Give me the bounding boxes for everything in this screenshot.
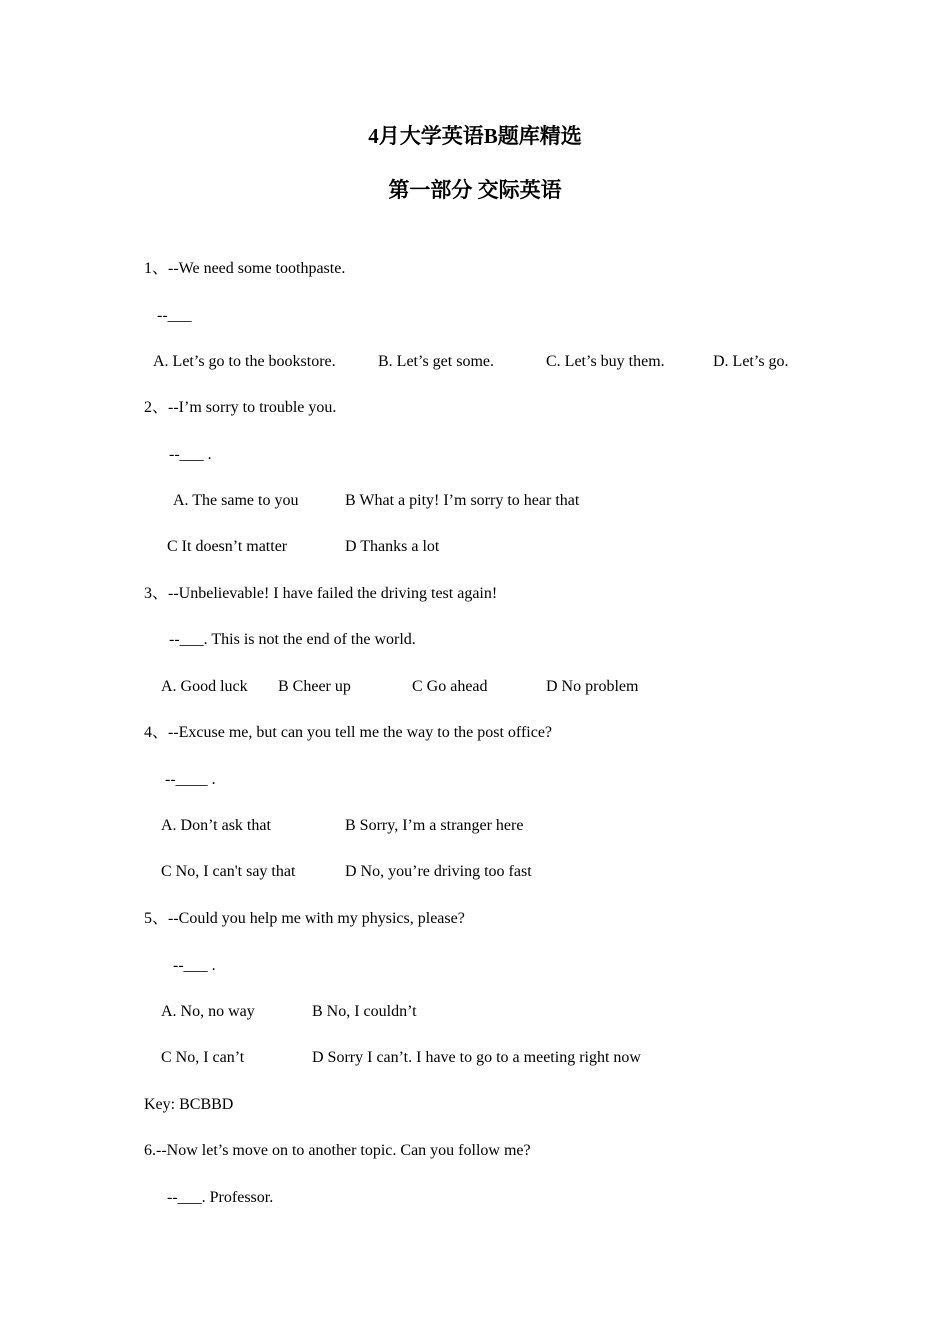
question-6-prompt: 6.--Now let’s move on to another topic. Can you follow me?: [144, 1142, 531, 1159]
question-5-reply: --___ .: [173, 957, 216, 974]
question-2-reply: --___ .: [169, 446, 212, 463]
question-4-option-b: B Sorry, I’m a stranger here: [345, 817, 524, 834]
question-4-reply: --____ .: [165, 771, 216, 788]
question-1-reply: --___: [157, 307, 192, 324]
question-1-option-a: A. Let’s go to the bookstore.: [153, 353, 336, 370]
question-4-option-a: A. Don’t ask that: [161, 817, 271, 834]
question-5-option-c: C No, I can’t: [161, 1049, 245, 1066]
question-3-option-a: A. Good luck: [161, 678, 248, 695]
question-3-option-c: C Go ahead: [412, 678, 488, 695]
question-2-prompt: 2、--I’m sorry to trouble you.: [144, 399, 337, 416]
question-5-option-d: D Sorry I can’t. I have to go to a meeting right now: [312, 1049, 641, 1066]
question-1-option-c: C. Let’s buy them.: [546, 353, 665, 370]
question-3-option-d: D No problem: [546, 678, 639, 695]
question-1-prompt: 1、--We need some toothpaste.: [144, 260, 346, 277]
question-2-option-a: A. The same to you: [173, 492, 299, 509]
question-5-option-a: A. No, no way: [161, 1003, 255, 1020]
question-6-reply: --___. Professor.: [167, 1189, 274, 1206]
question-5-prompt: 5、--Could you help me with my physics, please?: [144, 910, 465, 927]
question-3-option-b: B Cheer up: [278, 678, 351, 695]
question-2-option-d: D Thanks a lot: [345, 538, 440, 555]
question-5-option-b: B No, I couldn’t: [312, 1003, 417, 1020]
answer-key: Key: BCBBD: [144, 1096, 234, 1113]
question-4-prompt: 4、--Excuse me, but can you tell me the way to the post office?: [144, 724, 553, 741]
question-3-reply: --___. This is not the end of the world.: [169, 631, 416, 648]
question-3-prompt: 3、--Unbelievable! I have failed the driving test again!: [144, 585, 498, 602]
question-4-option-d: D No, you’re driving too fast: [345, 863, 532, 880]
question-1-option-b: B. Let’s get some.: [378, 353, 494, 370]
question-4-option-c: C No, I can't say that: [161, 863, 296, 880]
question-1-option-d: D. Let’s go.: [713, 353, 789, 370]
document-title: 4月大学英语B题库精选: [368, 124, 582, 148]
question-2-option-c: C It doesn’t matter: [167, 538, 288, 555]
question-2-option-b: B What a pity! I’m sorry to hear that: [345, 492, 580, 509]
section-heading: 第一部分 交际英语: [388, 178, 562, 202]
